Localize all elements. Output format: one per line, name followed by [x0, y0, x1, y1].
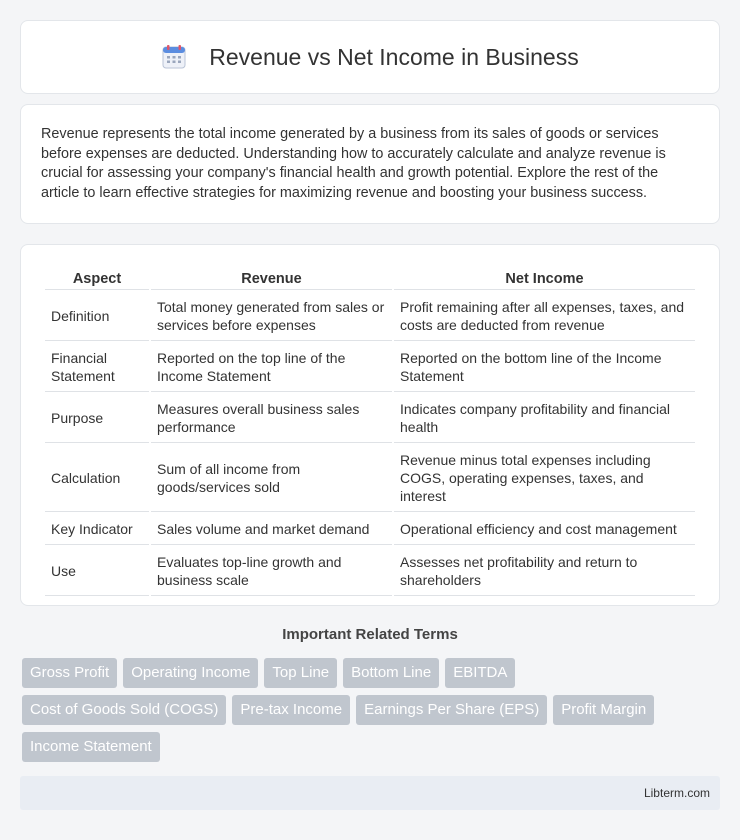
comparison-table-card: [20, 244, 720, 606]
intro-paragraph: Revenue represents the total income generated by a business from its sales of goods or services before expenses are deducted. Understanding how to accurately calculate and analyze revenue is crucial for assessing your company's financial health and growth potential. Explore the rest of the article to learn effective strategies for maximizing revenue and boosting your business success.: [41, 126, 666, 201]
header-revenue: Revenue: [151, 267, 392, 290]
cell-aspect: Calculation: [45, 445, 149, 512]
comparison-table: [43, 265, 697, 598]
tag-top-line[interactable]: Top Line: [264, 658, 337, 688]
tag-income-statement[interactable]: Income Statement: [22, 732, 160, 762]
table-row: [45, 547, 695, 596]
tag-gross-profit[interactable]: Gross Profit: [22, 658, 117, 688]
cell-net-income: Operational efficiency and cost management: [394, 514, 695, 545]
cell-net-income: Assesses net profitability and return to shareholders: [394, 547, 695, 596]
cell-aspect: Financial Statement: [45, 343, 149, 392]
related-terms-list: [22, 658, 722, 762]
cell-net-income: Reported on the bottom line of the Income Statement: [394, 343, 695, 392]
calendar-icon: [161, 44, 187, 70]
cell-aspect: Purpose: [45, 394, 149, 443]
footer-site-link[interactable]: Libterm.com: [643, 786, 710, 800]
table-row: [45, 445, 695, 512]
tag-pre-tax-income[interactable]: Pre-tax Income: [232, 695, 350, 725]
header-net-income: Net Income: [394, 267, 695, 290]
tag-cogs[interactable]: Cost of Goods Sold (COGS): [22, 695, 226, 725]
table-row: [45, 343, 695, 392]
tag-eps[interactable]: Earnings Per Share (EPS): [356, 695, 547, 725]
tag-operating-income[interactable]: Operating Income: [123, 658, 258, 688]
cell-net-income: Profit remaining after all expenses, taxes, and costs are deducted from revenue: [394, 292, 695, 341]
header-card: [20, 20, 720, 94]
table-row: [45, 292, 695, 341]
table-row: [45, 514, 695, 545]
cell-revenue: Sum of all income from goods/services sold: [151, 445, 392, 512]
cell-net-income: Revenue minus total expenses including COGS, operating expenses, taxes, and interest: [394, 445, 695, 512]
intro-card: [20, 104, 720, 224]
cell-net-income: Indicates company profitability and financial health: [394, 394, 695, 443]
cell-aspect: Definition: [45, 292, 149, 341]
header-aspect: Aspect: [45, 267, 149, 290]
table-row: [45, 394, 695, 443]
tag-ebitda[interactable]: EBITDA: [445, 658, 515, 688]
cell-revenue: Sales volume and market demand: [151, 514, 392, 545]
footer: [20, 776, 720, 810]
cell-revenue: Total money generated from sales or services before expenses: [151, 292, 392, 341]
cell-revenue: Reported on the top line of the Income Statement: [151, 343, 392, 392]
tag-profit-margin[interactable]: Profit Margin: [553, 695, 654, 725]
cell-aspect: Key Indicator: [45, 514, 149, 545]
related-terms-title: Important Related Terms: [282, 626, 458, 643]
tag-bottom-line[interactable]: Bottom Line: [343, 658, 439, 688]
cell-revenue: Evaluates top-line growth and business scale: [151, 547, 392, 596]
cell-revenue: Measures overall business sales performance: [151, 394, 392, 443]
table-header-row: [45, 267, 695, 290]
cell-aspect: Use: [45, 547, 149, 596]
page-title: Revenue vs Net Income in Business: [209, 43, 579, 70]
